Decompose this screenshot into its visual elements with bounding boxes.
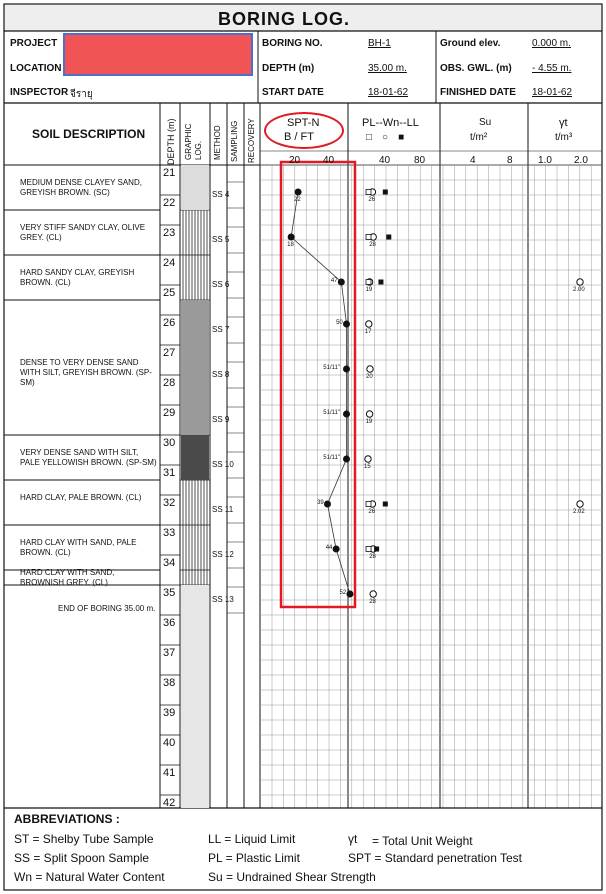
depth-label: 32 [163, 497, 176, 509]
graphic-fill [181, 585, 209, 808]
graphic-fill [181, 165, 209, 210]
soil-layer-description: HARD CLAY WITH SAND, PALE BROWN. (CL) [20, 537, 137, 557]
depth-label: 30 [163, 437, 176, 449]
depth-label: 24 [163, 257, 176, 269]
redacted-project-box [63, 33, 253, 76]
sampling-header: SAMPLING [230, 120, 239, 162]
ll-point [383, 502, 388, 507]
gamma-unit: t/m³ [555, 132, 573, 143]
graphic-fill [181, 300, 209, 435]
soil-description-header: SOIL DESCRIPTION [32, 127, 146, 141]
ground-elev-label: Ground elev. [440, 38, 501, 49]
obs-gwl-value: - 4.55 m. [532, 63, 572, 74]
atterberg-title: PL--Wn--LL [362, 117, 419, 129]
wn-point [365, 456, 371, 462]
unit-weight-point [577, 279, 583, 285]
ll-point [378, 280, 383, 285]
gamma-title: γt [559, 117, 568, 129]
spt-line [291, 192, 350, 594]
wn-value-label: 28 [369, 554, 376, 560]
location-label: LOCATION [10, 63, 62, 74]
recovery-header: RECOVERY [247, 118, 256, 163]
wn-value-label: 26 [368, 509, 376, 515]
pl-point [366, 235, 371, 240]
spt-value-label: 52 [339, 590, 347, 596]
graphic-log-header: GRAPHIC LOG. [184, 123, 203, 160]
su-unit: t/m² [470, 132, 488, 143]
boring-no-label: BORING NO. [262, 38, 323, 49]
wn-point [366, 411, 372, 417]
start-date-value: 18-01-62 [368, 87, 409, 98]
wn-value-label: 28 [369, 242, 376, 248]
spt-unit: B / FT [284, 131, 314, 143]
obs-gwl-label: OBS. GWL. (m) [440, 63, 512, 74]
sample-label: SS 5 [212, 235, 230, 244]
pl-point [366, 190, 371, 195]
wn-value-label: 19 [365, 419, 373, 425]
depth-label: 29 [163, 407, 176, 419]
spt-point [338, 279, 345, 286]
abbrev-ss: SS = Split Spoon Sample [14, 851, 150, 865]
ground-elev-value: 0.000 m. [532, 38, 571, 49]
soil-layer-description: VERY STIFF SANDY CLAY, OLIVE GREY. (CL) [20, 222, 146, 242]
spt-point [324, 501, 331, 508]
spt-point [288, 234, 295, 241]
wn-value-label: 20 [366, 374, 373, 380]
soil-layer-description: HARD SANDY CLAY, GREYISH BROWN. (CL) [20, 267, 135, 287]
project-label: PROJECT [10, 38, 58, 49]
graphic-fill [181, 435, 209, 480]
depth-label: 34 [163, 557, 176, 569]
depth-label: 36 [163, 617, 176, 629]
unit-weight-point [577, 501, 583, 507]
spt-point [343, 321, 350, 328]
sample-label: SS 8 [212, 370, 230, 379]
wn-point [370, 591, 376, 597]
su-title: Su [479, 117, 492, 128]
abbrev-gamma-symbol: γt [348, 832, 358, 846]
abbrev-st: ST = Shelby Tube Sample [14, 832, 154, 846]
depth-label: 41 [163, 767, 176, 779]
depth-label: 28 [163, 377, 176, 389]
spt-value-label: 39 [317, 500, 324, 506]
spt-point [343, 411, 350, 418]
soil-layer-description: MEDIUM DENSE CLAYEY SAND, GREYISH BROWN. (SC) [20, 177, 142, 197]
page-title: BORING LOG. [218, 9, 350, 29]
sample-label: SS 11 [212, 505, 234, 514]
wn-value-label: 28 [369, 599, 376, 605]
depth-label: 38 [163, 677, 176, 689]
boring-no-value: BH-1 [368, 38, 391, 49]
spt-value-label: 51/11" [323, 455, 340, 461]
wn-point [367, 366, 373, 372]
gamma-tick-2: 2.0 [574, 155, 588, 166]
sample-label: SS 13 [212, 595, 234, 604]
depth-column-header: DEPTH (m) [166, 118, 176, 165]
atterberg-tick-40: 40 [379, 155, 391, 166]
soil-layer-description: HARD CLAY WITH SAND, BROWNISH GREY. (CL) [20, 567, 115, 587]
inspector-value: จีรายุ [70, 89, 93, 100]
spt-point [346, 591, 353, 598]
depth-label: DEPTH (m) [262, 63, 315, 74]
spt-point [295, 189, 302, 196]
spt-value-label: 44 [325, 545, 333, 551]
sample-label: SS 12 [212, 550, 234, 559]
method-header: METHOD [213, 125, 222, 160]
depth-label: 33 [163, 527, 176, 539]
abbrev-ll: LL = Liquid Limit [208, 832, 296, 846]
depth-label: 40 [163, 737, 176, 749]
depth-label: 25 [163, 287, 176, 299]
depth-label: 37 [163, 647, 176, 659]
depth-label: 23 [163, 227, 176, 239]
sample-label: SS 9 [212, 415, 230, 424]
inspector-label: INSPECTOR [10, 87, 69, 98]
spt-value-label: 18 [287, 242, 294, 248]
su-tick-4: 4 [470, 155, 476, 166]
sample-label: SS 10 [212, 460, 234, 469]
soil-layer-description: DENSE TO VERY DENSE SAND WITH SILT, GREYISH BROWN. (SP-SM) [20, 357, 152, 387]
spt-point [343, 456, 350, 463]
atterberg-tick-80: 80 [414, 155, 426, 166]
spt-value-label: 47 [330, 278, 338, 284]
ll-point [386, 235, 391, 240]
depth-value: 35.00 m. [368, 63, 407, 74]
depth-label: 35 [163, 587, 176, 599]
sample-label: SS 4 [212, 190, 230, 199]
spt-value-label: 22 [294, 197, 301, 203]
spt-title: SPT-N [287, 117, 320, 129]
atterberg-symbols: □○■ [366, 132, 415, 143]
finished-date-label: FINISHED DATE [440, 87, 516, 98]
unit-weight-label: 2.02 [573, 509, 585, 515]
ll-point [374, 547, 379, 552]
pl-point [366, 502, 371, 507]
wn-point [366, 321, 372, 327]
abbrev-spt: SPT = Standard penetration Test [348, 851, 523, 865]
unit-weight-label: 2.00 [573, 287, 585, 293]
ll-point [383, 190, 388, 195]
depth-label: 26 [163, 317, 176, 329]
spt-value-label: 51/11" [323, 365, 340, 371]
pl-point [366, 547, 371, 552]
gamma-tick-1: 1.0 [538, 155, 552, 166]
depth-label: 42 [163, 797, 176, 809]
abbrev-su: Su = Undrained Shear Strength [208, 870, 376, 884]
spt-tick-20: 20 [289, 155, 301, 166]
wn-value-label: 26 [368, 197, 376, 203]
depth-label: 27 [163, 347, 176, 359]
spt-tick-40: 40 [323, 155, 335, 166]
wn-value-label: 15 [364, 464, 371, 470]
spt-value-label: 51/11" [323, 410, 340, 416]
spt-point [343, 366, 350, 373]
depth-label: 22 [163, 197, 176, 209]
wn-value-label: 19 [365, 287, 373, 293]
abbrev-gamma: = Total Unit Weight [372, 834, 473, 848]
depth-label: 39 [163, 707, 176, 719]
end-of-boring: END OF BORING 35.00 m. [58, 604, 156, 613]
depth-label: 31 [163, 467, 176, 479]
soil-layer-description: VERY DENSE SAND WITH SILT, PALE YELLOWISH BROWN. (SP-SM) [20, 447, 157, 467]
soil-layer-description: HARD CLAY, PALE BROWN. (CL) [20, 492, 142, 502]
spt-header-highlight [264, 112, 344, 149]
depth-label: 21 [163, 167, 176, 179]
finished-date-value: 18-01-62 [532, 87, 573, 98]
sample-label: SS 7 [212, 325, 230, 334]
sample-label: SS 6 [212, 280, 230, 289]
pl-point [366, 280, 371, 285]
start-date-label: START DATE [262, 87, 324, 98]
wn-value-label: 17 [364, 329, 372, 335]
su-tick-8: 8 [507, 155, 513, 166]
abbrev-pl: PL = Plastic Limit [208, 851, 300, 865]
spt-value-label: 50 [336, 320, 343, 326]
spt-point [333, 546, 340, 553]
abbreviations-title: ABBREVIATIONS : [14, 812, 120, 826]
abbrev-wn: Wn = Natural Water Content [14, 870, 165, 884]
